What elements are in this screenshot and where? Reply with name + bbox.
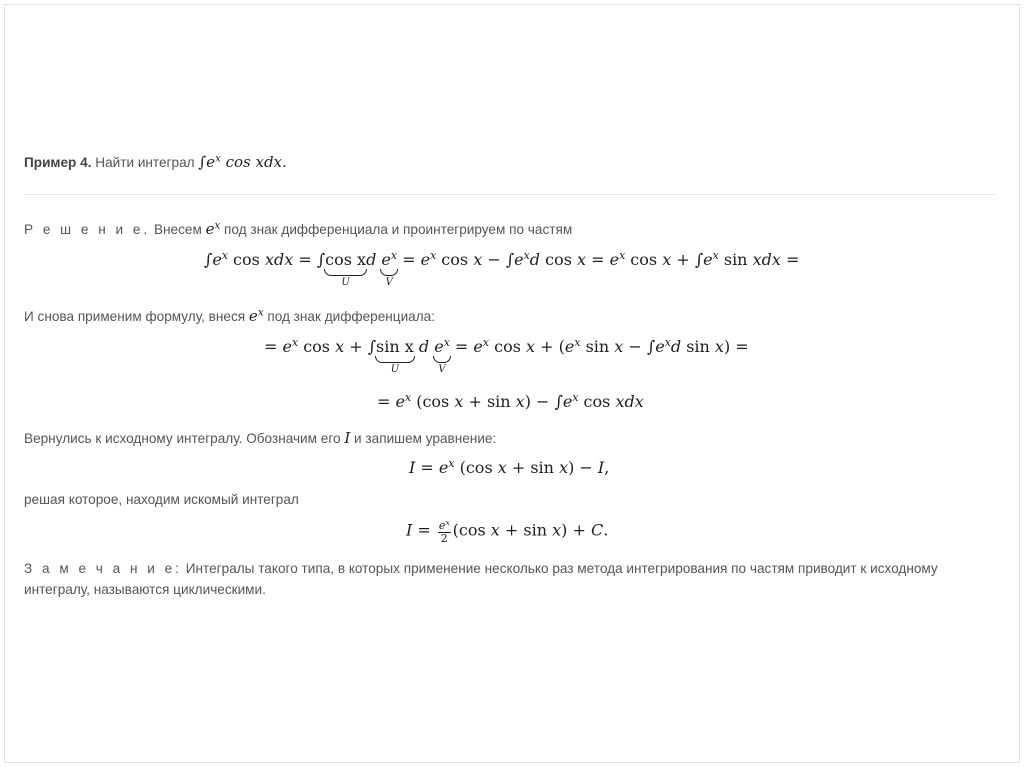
remark-paragraph bbox=[24, 558, 1004, 600]
eq2-left: = $e^x$ cos x + ∫ bbox=[264, 336, 377, 356]
returned-I: I bbox=[344, 429, 351, 447]
equation-5 bbox=[406, 517, 609, 546]
equation-4: $I = e^x$ (cos x + sin x) − I, bbox=[409, 457, 610, 477]
eq1-u-term: cos x bbox=[325, 250, 367, 269]
eq2-d: d bbox=[418, 337, 430, 356]
eq1-underbrace-v bbox=[381, 249, 398, 288]
eq2-right: = $e^x$ $\cos x + (e^x$ $\sin x - \int e^xd$ sin x) = bbox=[449, 336, 749, 356]
brace-icon bbox=[375, 356, 415, 363]
solving-paragraph bbox=[24, 492, 299, 507]
again-ex: $e^x$ bbox=[248, 307, 264, 325]
solution-label: Р е ш е н и е. bbox=[24, 222, 151, 237]
eq2-u-term: sin x bbox=[376, 337, 414, 356]
solution-text-1: Внесем bbox=[153, 222, 202, 237]
again-text-1: И снова применим формулу, внеся bbox=[24, 309, 246, 324]
eq2-v-term: $e^x$ bbox=[434, 336, 450, 356]
example-text: Найти интеграл bbox=[95, 155, 195, 170]
divider bbox=[24, 194, 996, 195]
remark-text: Интегралы такого типа, в которых применение несколько раз метода интегрирования по частям приводит к исходному интегралу, называются циклическими. bbox=[24, 561, 938, 597]
eq5-right: (cos x + sin x) + C. bbox=[452, 520, 609, 540]
eq1-right: = $e^x$ $\cos x - \int e^xd$ $\cos x = e^x$ $\cos x + \int e^x$ sin xdx = bbox=[397, 249, 800, 269]
eq5-denominator: 2 bbox=[440, 532, 448, 546]
eq2-underbrace-u bbox=[376, 337, 414, 375]
eq2-underbrace-v bbox=[434, 336, 450, 375]
equation-2 bbox=[264, 336, 749, 375]
eq5-fraction bbox=[438, 517, 451, 546]
example-formula: $\int e^x$ cos xdx. bbox=[198, 153, 287, 171]
brace-icon bbox=[324, 269, 367, 276]
example-label: Пример 4. bbox=[24, 155, 92, 170]
remark-label: З а м е ч а н и е: bbox=[24, 561, 182, 576]
again-paragraph bbox=[24, 307, 435, 325]
eq1-d: d bbox=[366, 250, 377, 269]
eq1-u-label: U bbox=[341, 277, 350, 288]
equation-3: = $e^x$ (cos $x + \sin x) - \int e^x$ cos xdx bbox=[377, 391, 644, 411]
solving-text: решая которое, находим искомый интеграл bbox=[24, 492, 299, 507]
slide bbox=[4, 4, 1020, 763]
eq5-left: I = bbox=[406, 520, 431, 540]
example-heading bbox=[24, 153, 287, 171]
returned-paragraph bbox=[24, 429, 496, 447]
equation-1 bbox=[204, 249, 800, 288]
eq1-v-term: $e^x$ bbox=[381, 249, 398, 269]
solution-intro bbox=[24, 220, 572, 238]
eq1-v-label: V bbox=[385, 277, 393, 288]
returned-text-1: Вернулись к исходному интегралу. Обозначим его bbox=[24, 431, 341, 446]
eq1-underbrace-u bbox=[325, 250, 367, 288]
eq1-left: $\int e^x$ cos xdx = ∫ bbox=[204, 249, 326, 269]
solution-ex: $e^x$ bbox=[205, 220, 221, 238]
eq5-numerator: $e^x$ bbox=[438, 517, 450, 532]
returned-text-2: и запишем уравнение: bbox=[354, 431, 497, 446]
eq2-v-label: V bbox=[438, 364, 446, 375]
solution-text-2: под знак дифференциала и проинтегрируем по частям bbox=[224, 222, 573, 237]
again-text-2: под знак дифференциала: bbox=[267, 309, 435, 324]
eq2-u-label: U bbox=[390, 364, 400, 375]
